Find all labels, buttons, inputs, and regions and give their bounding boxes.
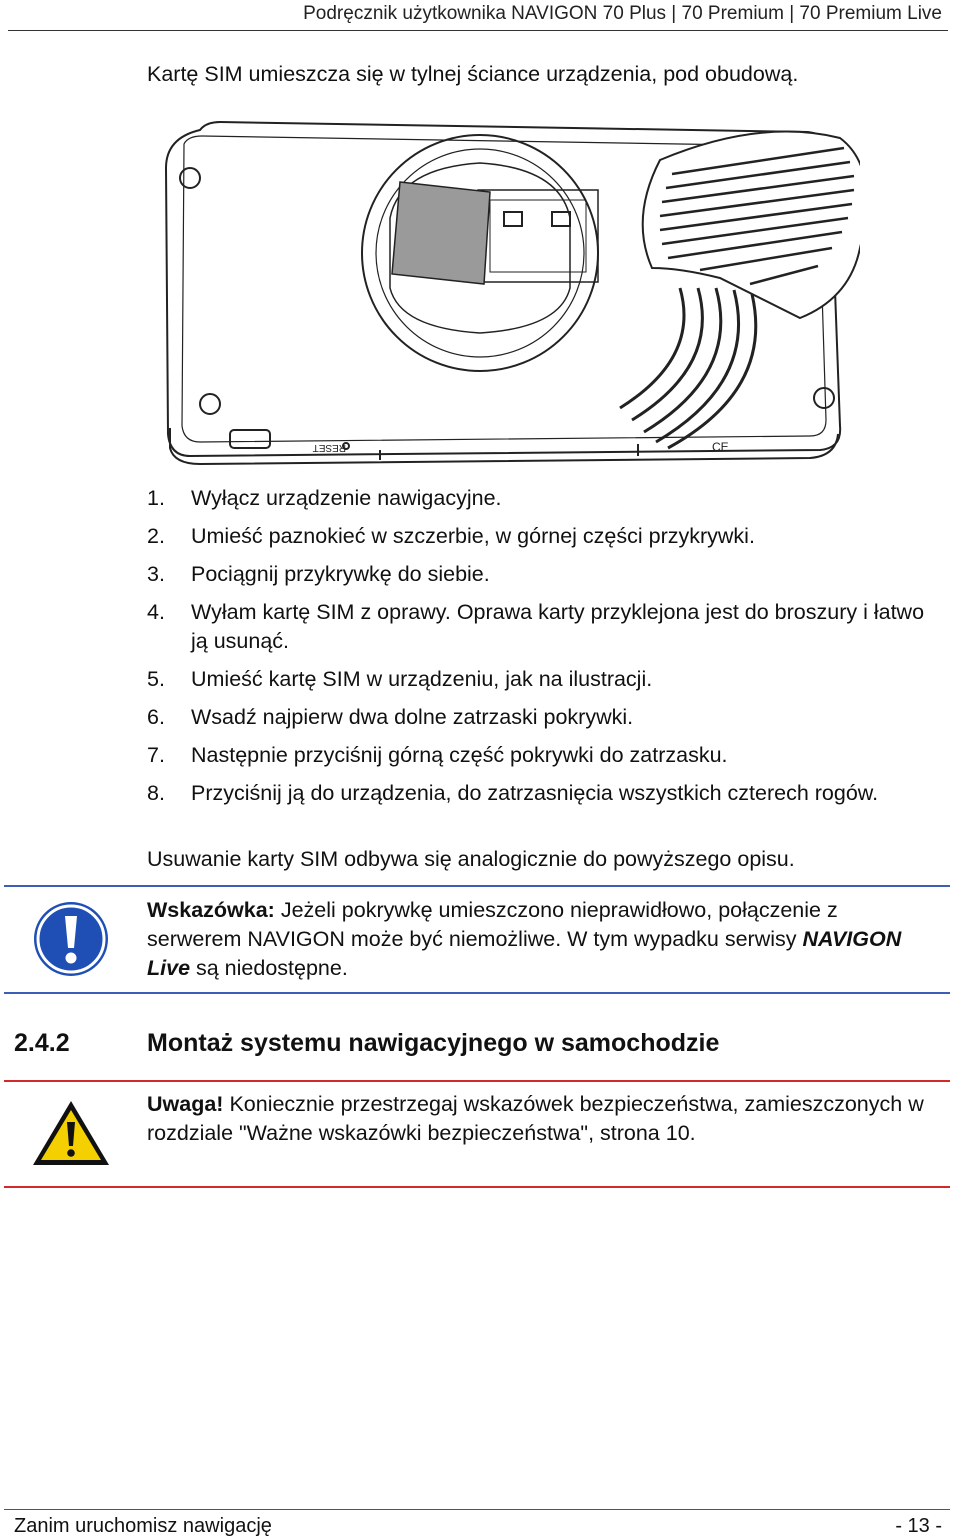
page-number: - 13 - [895, 1515, 942, 1537]
section-number: 2.4.2 [14, 1029, 70, 1057]
step-item [147, 560, 927, 589]
step-item [147, 703, 927, 732]
note-emphasis: NAVIGON Live [147, 927, 902, 980]
warning-body: Koniecznie przestrzegaj wskazówek bezpieczeństwa, zamieszczonych w rozdziale "Ważne wskazówki bezpieczeństwa", strona 10. [147, 1092, 924, 1145]
reset-label: RESET [312, 442, 346, 453]
step-text: Przyciśnij ją do urządzenia, do zatrzasnięcia wszystkich czterech rogów. [191, 781, 879, 805]
footer-rule [4, 1509, 950, 1510]
step-text: Wyłącz urządzenie nawigacyjne. [191, 486, 502, 510]
installation-steps [147, 484, 927, 817]
device-back-illustration [160, 108, 860, 478]
note-top-rule [4, 885, 950, 887]
warning-label: Uwaga! [147, 1092, 224, 1116]
step-item [147, 741, 927, 770]
step-item [147, 665, 927, 694]
step-item [147, 484, 927, 513]
step-text: Wyłam kartę SIM z oprawy. Oprawa karty przyklejona jest do broszury i łatwo ją usunąć. [191, 600, 925, 653]
step-text: Wsadź najpierw dwa dolne zatrzaski pokrywki. [191, 705, 634, 729]
step-text: Umieść paznokieć w szczerbie, w górnej części przykrywki. [191, 524, 755, 548]
warning-top-rule [4, 1080, 950, 1082]
header-title: Podręcznik użytkownika NAVIGON 70 Plus | 70 Premium | 70 Premium Live [303, 3, 942, 24]
step-item [147, 598, 927, 656]
ce-mark: CE [712, 440, 729, 454]
warning-bottom-rule [4, 1186, 950, 1188]
step-item [147, 779, 927, 808]
note-bottom-rule [4, 992, 950, 994]
step-text: Pociągnij przykrywkę do siebie. [191, 562, 490, 586]
step-number: 2. [147, 524, 165, 548]
step-text: Następnie przyciśnij górną część pokrywki do zatrzasku. [191, 743, 728, 767]
step-number: 4. [147, 600, 165, 624]
summary-text: Usuwanie karty SIM odbywa się analogicznie do powyższego opisu. [147, 847, 795, 871]
intro-text: Kartę SIM umieszcza się w tylnej ściance urządzenia, pod obudową. [147, 62, 799, 86]
step-number: 7. [147, 743, 165, 767]
note-label: Wskazówka: [147, 898, 275, 922]
step-text: Umieść kartę SIM w urządzeniu, jak na ilustracji. [191, 667, 653, 691]
footer-chapter: Zanim uruchomisz nawigację [14, 1515, 272, 1537]
page-header [0, 0, 960, 30]
step-number: 8. [147, 781, 165, 805]
step-number: 6. [147, 705, 165, 729]
note-body-2: są niedostępne. [190, 956, 348, 980]
section-title: Montaż systemu nawigacyjnego w samochodzie [147, 1029, 720, 1057]
step-number: 3. [147, 562, 165, 586]
warning-triangle-icon [30, 1098, 112, 1168]
exclamation-circle-icon [32, 900, 110, 978]
step-item [147, 522, 927, 551]
warning-text [147, 1090, 937, 1148]
step-number: 1. [147, 486, 165, 510]
header-rule [8, 30, 948, 31]
step-number: 5. [147, 667, 165, 691]
note-text [147, 896, 937, 983]
note-body-1: Jeżeli pokrywkę umieszczono nieprawidłowo, połączenie z serwerem NAVIGON może być niemożliwe. W tym wypadku serwisy [147, 898, 838, 951]
